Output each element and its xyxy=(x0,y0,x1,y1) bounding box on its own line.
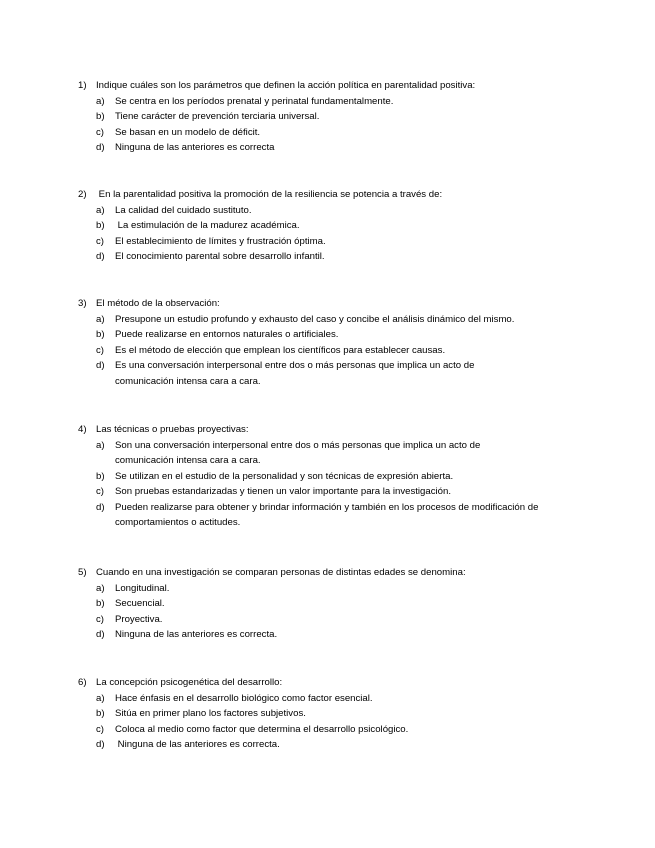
option-text: Es una conversación interpersonal entre dos o más personas que implica un acto de comunicación intensa cara a cara. xyxy=(115,360,475,387)
option-letter: c) xyxy=(96,344,104,356)
question-5 xyxy=(78,565,588,643)
question-number: 6) xyxy=(78,677,87,688)
option-text: El conocimiento parental sobre desarrollo infantil. xyxy=(115,251,325,262)
question-text: Cuando en una investigación se comparan personas de distintas edades se denomina: xyxy=(96,567,466,578)
option-c xyxy=(78,722,588,738)
option-b xyxy=(78,218,588,234)
option-text: Se centra en los períodos prenatal y perinatal fundamentalmente. xyxy=(115,95,394,107)
question-number: 4) xyxy=(78,424,87,435)
option-d xyxy=(78,737,588,753)
option-letter: c) xyxy=(96,486,104,497)
option-b xyxy=(78,327,588,343)
option-c xyxy=(78,343,588,359)
option-letter: a) xyxy=(96,95,105,107)
option-letter: d) xyxy=(96,251,105,262)
options-list xyxy=(78,94,588,156)
option-c xyxy=(78,125,588,141)
option-b xyxy=(78,109,588,125)
option-d xyxy=(78,358,588,389)
options-list xyxy=(78,438,588,531)
option-letter: b) xyxy=(96,708,105,719)
option-letter: c) xyxy=(96,126,104,138)
option-letter: a) xyxy=(96,313,105,325)
option-letter: d) xyxy=(96,739,105,750)
option-c xyxy=(78,612,588,628)
question-3 xyxy=(78,296,588,389)
option-text: Se utilizan en el estudio de la personalidad y son técnicas de expresión abierta. xyxy=(115,470,454,482)
option-text: Hace énfasis en el desarrollo biológico como factor esencial. xyxy=(115,692,373,704)
option-letter: d) xyxy=(96,360,105,371)
option-text: Son una conversación interpersonal entre dos o más personas que implica un acto de comunicación intensa cara a cara. xyxy=(115,439,481,466)
question-number: 3) xyxy=(78,298,87,309)
question-number: 2) xyxy=(78,189,87,200)
question-stem xyxy=(78,78,588,94)
option-b xyxy=(78,706,588,722)
option-d xyxy=(78,627,588,643)
option-letter: d) xyxy=(96,629,105,640)
option-text: Sitúa en primer plano los factores subjetivos. xyxy=(115,708,306,719)
option-text: La calidad del cuidado sustituto. xyxy=(115,204,252,216)
option-text: Puede realizarse en entornos naturales o artificiales. xyxy=(115,329,339,340)
options-list xyxy=(78,312,588,390)
option-a xyxy=(78,438,588,469)
option-text: Ninguna de las anteriores es correcta. xyxy=(115,629,278,640)
option-letter: b) xyxy=(96,470,105,482)
question-text: En la parentalidad positiva la promoción de la resiliencia se potencia a través de: xyxy=(96,189,443,200)
question-2 xyxy=(78,187,588,265)
option-letter: c) xyxy=(96,613,104,625)
option-letter: a) xyxy=(96,582,105,594)
option-c xyxy=(78,234,588,250)
option-text: La estimulación de la madurez académica. xyxy=(115,220,300,231)
option-b xyxy=(78,469,588,485)
option-a xyxy=(78,691,588,707)
options-list xyxy=(78,203,588,265)
option-d xyxy=(78,500,588,531)
option-text: El establecimiento de límites y frustración óptima. xyxy=(115,235,326,247)
option-d xyxy=(78,249,588,265)
option-d xyxy=(78,140,588,156)
option-letter: d) xyxy=(96,501,105,513)
option-a xyxy=(78,203,588,219)
option-text: Ninguna de las anteriores es correcta. xyxy=(115,739,280,750)
question-text: El método de la observación: xyxy=(96,298,220,309)
question-stem xyxy=(78,187,588,203)
option-text: Pueden realizarse para obtener y brindar información y también en los procesos de modificación de comportamientos o actitudes. xyxy=(115,501,539,528)
option-text: Se basan en un modelo de déficit. xyxy=(115,126,261,138)
question-number: 1) xyxy=(78,80,87,91)
option-letter: c) xyxy=(96,723,104,735)
option-c xyxy=(78,484,588,500)
question-1 xyxy=(78,78,588,156)
option-text: Coloca al medio como factor que determina el desarrollo psicológico. xyxy=(115,723,409,735)
option-letter: b) xyxy=(96,220,105,231)
question-stem xyxy=(78,296,588,312)
option-text: Longitudinal. xyxy=(115,582,170,594)
option-a xyxy=(78,581,588,597)
question-6 xyxy=(78,675,588,753)
option-text: Proyectiva. xyxy=(115,613,163,625)
question-stem xyxy=(78,565,588,581)
option-letter: c) xyxy=(96,235,104,247)
option-b xyxy=(78,596,588,612)
option-text: Tiene carácter de prevención terciaria universal. xyxy=(115,111,320,122)
option-text: Es el método de elección que emplean los científicos para establecer causas. xyxy=(115,344,446,356)
option-letter: a) xyxy=(96,439,105,451)
question-text: La concepción psicogenética del desarrollo: xyxy=(96,677,283,688)
option-letter: a) xyxy=(96,692,105,704)
question-4 xyxy=(78,422,588,531)
question-number: 5) xyxy=(78,567,87,578)
option-text: Son pruebas estandarizadas y tienen un valor importante para la investigación. xyxy=(115,486,451,497)
question-text: Indique cuáles son los parámetros que definen la acción política en parentalidad positiva: xyxy=(96,80,476,91)
option-letter: b) xyxy=(96,598,105,609)
options-list xyxy=(78,691,588,753)
question-text: Las técnicas o pruebas proyectivas: xyxy=(96,424,249,435)
question-stem xyxy=(78,675,588,691)
option-letter: a) xyxy=(96,204,105,216)
options-list xyxy=(78,581,588,643)
question-stem xyxy=(78,422,588,438)
option-text: Secuencial. xyxy=(115,598,165,609)
option-a xyxy=(78,312,588,328)
option-letter: b) xyxy=(96,329,105,340)
option-text: Presupone un estudio profundo y exhausto del caso y concibe el análisis dinámico del mismo. xyxy=(115,313,515,325)
option-letter: d) xyxy=(96,142,105,153)
option-letter: b) xyxy=(96,111,105,122)
option-a xyxy=(78,94,588,110)
option-text: Ninguna de las anteriores es correcta xyxy=(115,142,275,153)
